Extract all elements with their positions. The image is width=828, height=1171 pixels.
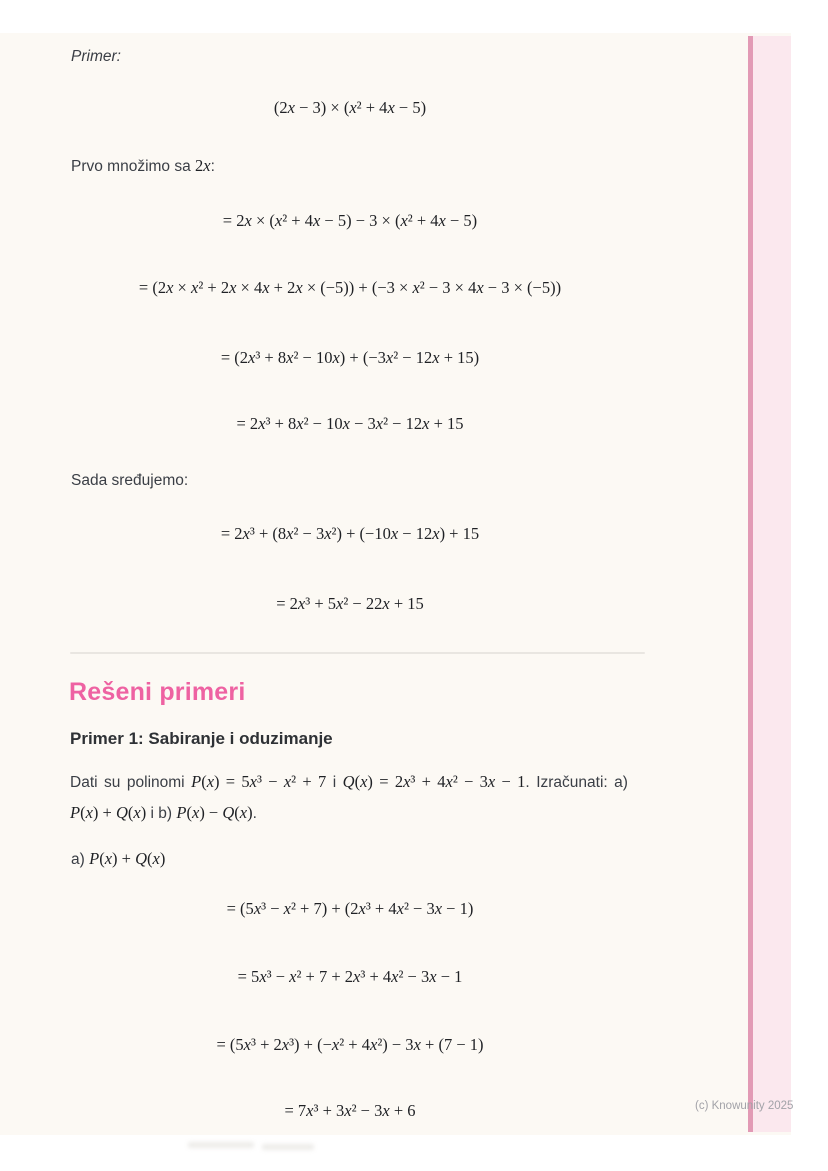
equation-step: = 5x³ − x² + 7 + 2x³ + 4x² − 3x − 1 <box>237 967 463 986</box>
prvo-colon: : <box>210 158 215 175</box>
part-a-label <box>71 849 165 869</box>
equation-step: = 7x³ + 3x² − 3x + 6 <box>284 1101 416 1120</box>
problem-line-2 <box>70 798 628 829</box>
part-a-prefix: a) <box>71 851 90 868</box>
problem-text: . Izračunati: a) <box>525 774 628 791</box>
prvo-math: 2x <box>195 156 211 175</box>
cutoff-text-artifact <box>188 1142 254 1148</box>
cutoff-text-artifact <box>262 1144 314 1150</box>
section-divider <box>70 652 645 654</box>
problem-line-1 <box>70 767 628 798</box>
task-a-math: P(x) + Q(x) <box>70 803 147 822</box>
equation-step: = (2x³ + 8x² − 10x) + (−3x² − 12x + 15) <box>220 348 480 367</box>
task-b-math: P(x) − Q(x) <box>176 803 253 822</box>
sada-sredjujemo-label: Sada sređujemo: <box>71 472 189 489</box>
equation-step: = (5x³ − x² + 7) + (2x³ + 4x² − 3x − 1) <box>226 899 474 918</box>
part-a-math: P(x) + Q(x) <box>89 849 166 868</box>
equation-step: = 2x³ + 5x² − 22x + 15 <box>276 594 424 613</box>
problem-statement <box>70 767 628 829</box>
prvo-text: Prvo množimo sa <box>71 158 196 175</box>
problem-text: . <box>252 805 257 822</box>
section-heading: Rešeni primeri <box>69 678 246 706</box>
polynomial-p: P(x) = 5x³ − x² + 7 <box>191 772 327 791</box>
equation-step: = 2x × (x² + 4x − 5) − 3 × (x² + 4x − 5) <box>222 211 478 230</box>
problem-text: Dati su polinomi <box>70 774 192 791</box>
example-1-heading: Primer 1: Sabiranje i oduzimanje <box>70 729 333 748</box>
primer-label: Primer: <box>71 48 121 65</box>
problem-text: i <box>326 774 343 791</box>
equation-step: = 2x³ + (8x² − 3x²) + (−10x − 12x) + 15 <box>220 524 480 543</box>
polynomial-q: Q(x) = 2x³ + 4x² − 3x − 1 <box>342 772 526 791</box>
prvo-mnozimo-label <box>71 156 215 176</box>
equation-step: = 2x³ + 8x² − 10x − 3x² − 12x + 15 <box>236 414 464 433</box>
vertical-accent-strip <box>748 36 791 1132</box>
copyright-watermark: (c) Knowunity 2025 <box>695 1100 794 1112</box>
equation-step: = (5x³ + 2x³) + (−x² + 4x²) − 3x + (7 − 1) <box>216 1035 484 1054</box>
equation-step: = (2x × x² + 2x × 4x + 2x × (−5)) + (−3 × x² − 3 × 4x − 3 × (−5)) <box>138 278 562 297</box>
problem-text: i b) <box>146 805 177 822</box>
equation-intro: (2x − 3) × (x² + 4x − 5) <box>273 98 427 117</box>
